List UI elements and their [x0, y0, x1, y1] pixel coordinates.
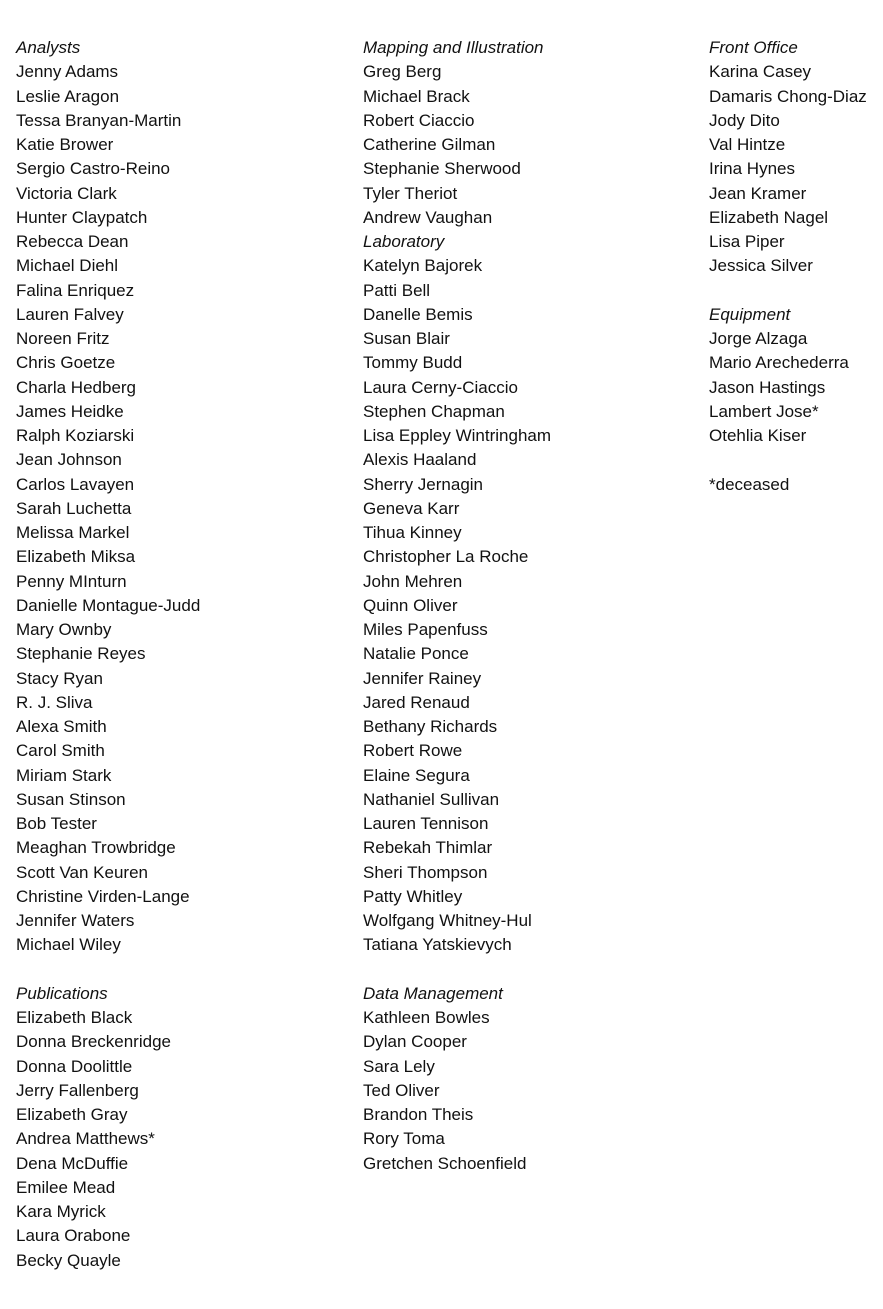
staff-name: Damaris Chong-Diaz	[709, 86, 867, 106]
staff-name: Patty Whitley	[363, 886, 463, 906]
staff-name: Dena McDuffie	[16, 1153, 129, 1173]
staff-name: Susan Blair	[363, 329, 450, 348]
staff-name: John Mehren	[363, 571, 463, 591]
column-2	[363, 36, 693, 1176]
staff-name: Rory Toma	[363, 1129, 445, 1149]
staff-name: Rebecca Dean	[16, 232, 129, 251]
staff-name: Emilee Mead	[16, 1177, 116, 1197]
staff-name: Jenny Adams	[16, 62, 119, 82]
staff-name: Stephanie Sherwood	[363, 159, 521, 179]
staff-name: Scott Van Keuren	[16, 862, 148, 882]
staff-name: Danielle Montague-Judd	[16, 595, 201, 615]
staff-name: Geneva Karr	[363, 498, 460, 518]
staff-name: Rebekah Thimlar	[363, 838, 493, 858]
staff-name: Jared Renaud	[363, 692, 470, 712]
section-spacer	[709, 279, 881, 303]
staff-name: Leslie Aragon	[16, 86, 120, 106]
staff-name: Christopher La Roche	[363, 547, 529, 567]
staff-name: Michael Wiley	[16, 935, 121, 955]
staff-name: Jason Hastings	[709, 377, 826, 397]
section-equipment	[709, 303, 881, 449]
staff-name: Stacy Ryan	[16, 668, 103, 688]
staff-name: Elizabeth Miksa	[16, 547, 136, 567]
staff-name: Stephen Chapman	[363, 401, 505, 421]
staff-name: Miriam Stark	[16, 765, 112, 785]
staff-name: Elaine Segura	[363, 765, 470, 785]
staff-name: Sergio Castro-Reino	[16, 159, 171, 179]
staff-name: Falina Enriquez	[16, 280, 135, 300]
staff-name: Jean Johnson	[16, 450, 122, 470]
staff-name: Val Hintze	[709, 135, 786, 154]
section-data-management	[363, 982, 693, 1176]
staff-name: Katelyn Bajorek	[363, 256, 483, 276]
section-laboratory	[363, 230, 693, 958]
staff-name: Penny MInturn	[16, 571, 127, 591]
staff-name: Dylan Cooper	[363, 1032, 467, 1052]
staff-name: Laura Cerny-Ciaccio	[363, 377, 518, 397]
staff-name: Carlos Lavayen	[16, 474, 135, 494]
staff-name: Catherine Gilman	[363, 135, 496, 154]
staff-name: Jennifer Waters	[16, 911, 135, 930]
staff-name: Donna Doolittle	[16, 1056, 133, 1076]
staff-name: Elizabeth Black	[16, 1008, 133, 1027]
column-1	[16, 36, 346, 1273]
section-spacer	[709, 448, 881, 472]
section-heading: Analysts	[16, 38, 81, 57]
staff-name: Danelle Bemis	[363, 304, 473, 324]
staff-name: Jean Kramer	[709, 183, 807, 203]
section-mapping-and-illustration	[363, 36, 693, 230]
staff-name: Lauren Tennison	[363, 814, 489, 833]
staff-name: Stephanie Reyes	[16, 644, 146, 664]
staff-name: Bob Tester	[16, 814, 97, 833]
staff-name: Victoria Clark	[16, 183, 117, 203]
staff-name: Tommy Budd	[363, 353, 463, 373]
staff-name: Alexa Smith	[16, 717, 107, 736]
staff-name: Robert Rowe	[363, 741, 463, 761]
staff-name: Wolfgang Whitney-Hul	[363, 911, 532, 930]
staff-name: Meaghan Trowbridge	[16, 838, 176, 858]
staff-name: Jerry Fallenberg	[16, 1080, 139, 1100]
staff-name: Jennifer Rainey	[363, 668, 482, 688]
staff-name: Patti Bell	[363, 280, 431, 300]
staff-name: Kathleen Bowles	[363, 1008, 490, 1027]
section-heading: Mapping and Illustration	[363, 38, 544, 57]
staff-name: Donna Breckenridge	[16, 1032, 171, 1052]
staff-name: Irina Hynes	[709, 159, 795, 179]
staff-name: Sheri Thompson	[363, 862, 488, 882]
staff-name: Hunter Claypatch	[16, 207, 148, 227]
section-heading: Publications	[16, 983, 108, 1003]
staff-name: Lisa Piper	[709, 232, 785, 251]
footnote: *deceased	[709, 474, 790, 494]
staff-name: Jody Dito	[709, 110, 780, 130]
staff-name: Karina Casey	[709, 62, 812, 82]
staff-name: Susan Stinson	[16, 789, 126, 809]
staff-name: Greg Berg	[363, 62, 442, 82]
staff-name: Robert Ciaccio	[363, 110, 475, 130]
staff-name: Elizabeth Nagel	[709, 207, 829, 227]
staff-name: Tyler Theriot	[363, 183, 458, 203]
staff-name: Chris Goetze	[16, 353, 116, 373]
staff-name: R. J. Sliva	[16, 692, 93, 712]
staff-name: Christine Virden-Lange	[16, 886, 190, 906]
staff-name: Andrew Vaughan	[363, 207, 493, 227]
staff-name: Charla Hedberg	[16, 377, 137, 397]
staff-name: Jessica Silver	[709, 256, 813, 276]
section-heading: Equipment	[709, 304, 791, 324]
staff-name: Michael Diehl	[16, 256, 119, 276]
section-heading: Laboratory	[363, 232, 445, 251]
staff-name: Mario Arechederra	[709, 353, 849, 373]
column-3	[709, 36, 881, 497]
section-front-office	[709, 36, 881, 279]
staff-name: Elizabeth Gray	[16, 1105, 128, 1124]
staff-name: Michael Brack	[363, 86, 470, 106]
section-spacer	[363, 958, 693, 982]
staff-name: Natalie Ponce	[363, 644, 469, 664]
staff-name: Andrea Matthews*	[16, 1129, 155, 1149]
section-heading: Data Management	[363, 983, 503, 1003]
staff-name: Gretchen Schoenfield	[363, 1153, 527, 1173]
section-analysts	[16, 36, 346, 958]
staff-name: Otehlia Kiser	[709, 426, 807, 445]
staff-name: Alexis Haaland	[363, 450, 477, 470]
staff-name: James Heidke	[16, 401, 124, 421]
staff-name: Lauren Falvey	[16, 304, 124, 324]
section-spacer	[16, 958, 346, 982]
staff-name: Sara Lely	[363, 1056, 435, 1076]
staff-name: Lisa Eppley Wintringham	[363, 426, 552, 445]
staff-name: Sherry Jernagin	[363, 474, 484, 494]
staff-name: Becky Quayle	[16, 1250, 121, 1270]
staff-name: Laura Orabone	[16, 1226, 131, 1246]
section-publications	[16, 982, 346, 1273]
staff-name: Bethany Richards	[363, 717, 498, 736]
staff-name: Sarah Luchetta	[16, 498, 132, 518]
staff-name: Lambert Jose*	[709, 401, 819, 421]
staff-name: Miles Papenfuss	[363, 620, 488, 639]
staff-name: Tatiana Yatskievych	[363, 935, 512, 955]
staff-name: Ralph Koziarski	[16, 426, 135, 445]
staff-name: Melissa Markel	[16, 523, 130, 542]
staff-name: Tessa Branyan-Martin	[16, 110, 182, 130]
staff-name: Carol Smith	[16, 741, 105, 761]
staff-name: Quinn Oliver	[363, 595, 458, 615]
staff-name: Kara Myrick	[16, 1202, 106, 1221]
staff-name: Nathaniel Sullivan	[363, 789, 500, 809]
staff-name: Brandon Theis	[363, 1105, 474, 1124]
staff-name: Ted Oliver	[363, 1080, 440, 1100]
section-heading: Front Office	[709, 38, 798, 57]
staff-name: Noreen Fritz	[16, 329, 110, 348]
staff-name: Mary Ownby	[16, 620, 112, 639]
staff-name: Jorge Alzaga	[709, 329, 808, 348]
staff-name: Katie Brower	[16, 135, 114, 154]
staff-name: Tihua Kinney	[363, 523, 462, 542]
